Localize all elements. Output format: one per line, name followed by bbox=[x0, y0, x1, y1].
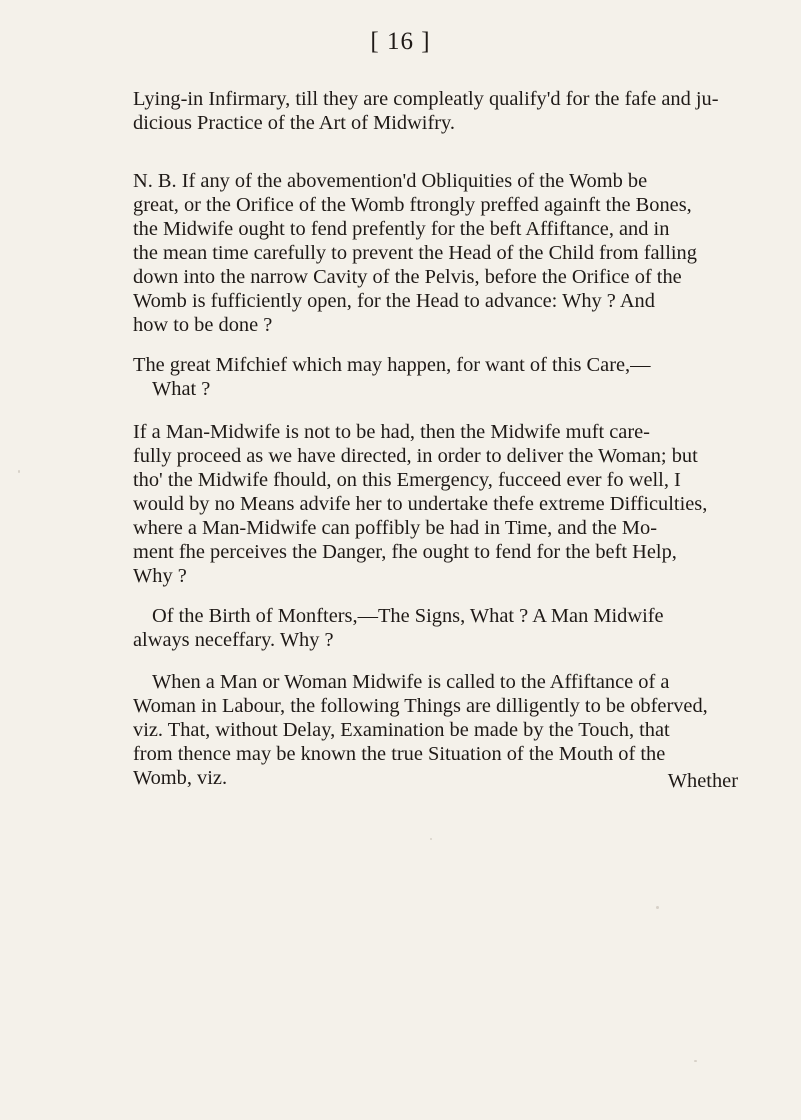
text-line: If a Man-Midwife is not to be had, then the Midwife muft care- bbox=[133, 421, 650, 443]
text-line: viz. That, without Delay, Examination be made by the Touch, that bbox=[133, 719, 670, 741]
text-line: where a Man-Midwife can poffibly be had in Time, and the Mo- bbox=[133, 517, 658, 539]
paper-speck bbox=[656, 906, 659, 909]
paper-speck bbox=[694, 1060, 697, 1062]
paragraph-1 bbox=[133, 87, 719, 135]
text-line: ment fhe perceives the Danger, fhe ought to fend for the beft Help, bbox=[133, 541, 677, 563]
text-line: Lying-in Infirmary, till they are compleatly qualify'd for the fafe and ju- bbox=[133, 88, 719, 110]
text-line: Why ? bbox=[133, 565, 187, 587]
text-line: fully proceed as we have directed, in order to deliver the Woman; but bbox=[133, 445, 698, 467]
paragraph-5 bbox=[133, 604, 689, 652]
text-line: tho' the Midwife fhould, on this Emergency, fucceed ever fo well, I bbox=[133, 469, 681, 491]
text-line: Womb, viz. bbox=[133, 767, 228, 789]
text-line: the Midwife ought to fend prefently for the beft Affiftance, and in bbox=[133, 218, 670, 240]
catchword: Whether bbox=[667, 770, 738, 792]
page-number: [ 16 ] bbox=[370, 28, 431, 55]
text-line: Of the Birth of Monfters,—The Signs, What ? A Man Midwife bbox=[152, 605, 664, 627]
paper-speck bbox=[430, 838, 432, 840]
text-line: N. B. If any of the abovemention'd Obliquities of the Womb be bbox=[133, 170, 648, 192]
text-line: What ? bbox=[152, 378, 211, 400]
text-line: dicious Practice of the Art of Midwifry. bbox=[133, 112, 456, 134]
text-line: how to be done ? bbox=[133, 314, 273, 336]
text-line: great, or the Orifice of the Womb ftrongly preffed againft the Bones, bbox=[133, 194, 692, 216]
paragraph-3 bbox=[133, 353, 689, 401]
text-line: the mean time carefully to prevent the Head of the Child from falling bbox=[133, 242, 697, 264]
paragraph-2 bbox=[133, 169, 697, 337]
text-line: Woman in Labour, the following Things are dilligently to be obferved, bbox=[133, 695, 708, 717]
paper-speck bbox=[18, 470, 20, 473]
text-line: from thence may be known the true Situation of the Mouth of the bbox=[133, 743, 666, 765]
paragraph-4 bbox=[133, 420, 708, 588]
text-line: The great Mifchief which may happen, for want of this Care,— bbox=[133, 354, 651, 376]
text-line: always neceffary. Why ? bbox=[133, 629, 334, 651]
text-line: down into the narrow Cavity of the Pelvis, before the Orifice of the bbox=[133, 266, 682, 288]
text-line: Womb is fufficiently open, for the Head to advance: Why ? And bbox=[133, 290, 655, 312]
text-line: When a Man or Woman Midwife is called to the Affiftance of a bbox=[152, 671, 670, 693]
text-line: would by no Means advife her to undertake thefe extreme Difficulties, bbox=[133, 493, 708, 515]
